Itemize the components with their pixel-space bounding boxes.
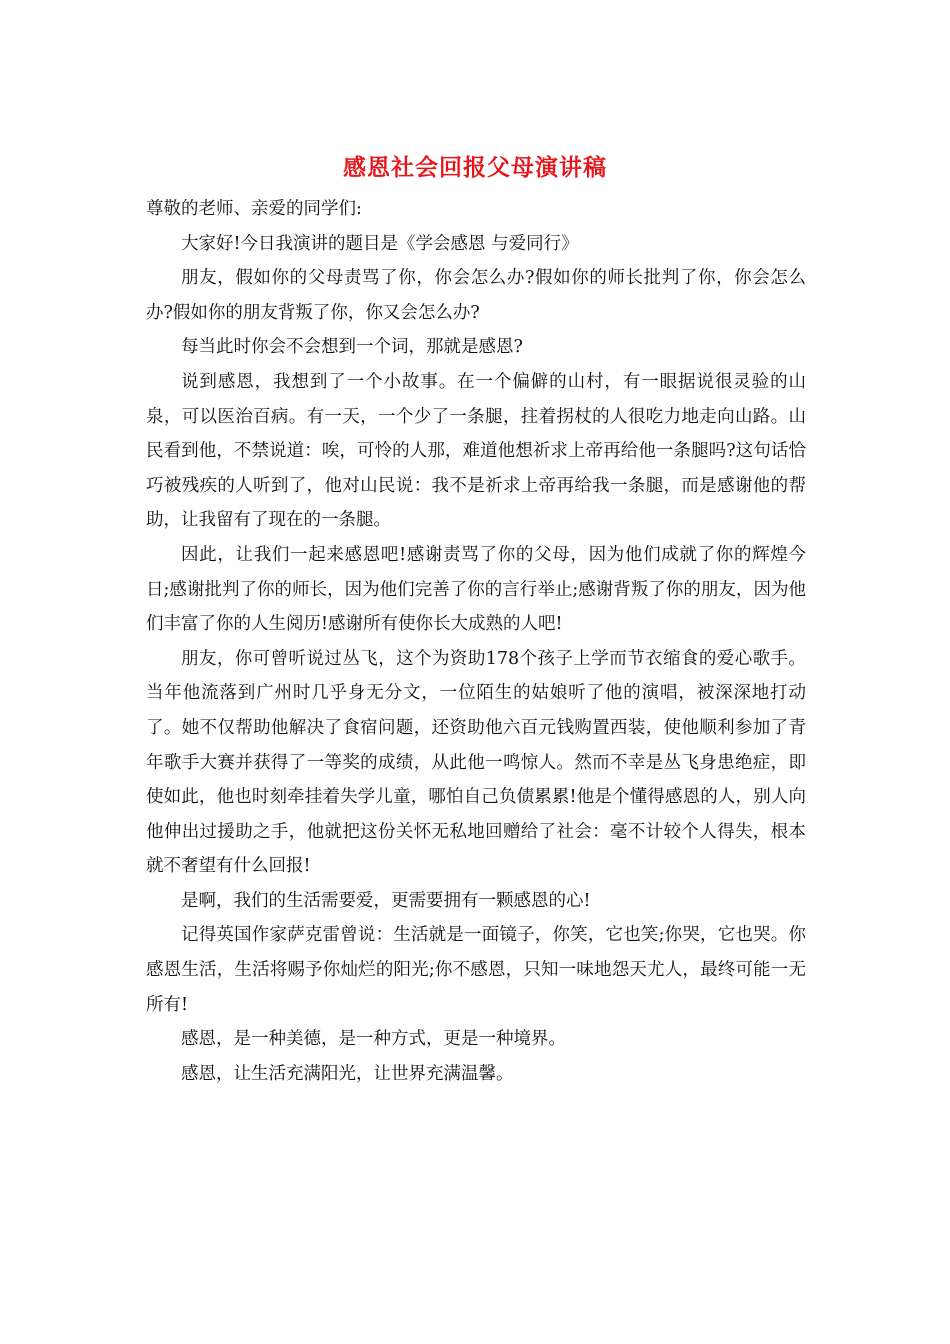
paragraph-gratitude-question: 每当此时你会不会想到一个词，那就是感恩? xyxy=(181,337,523,358)
paragraph-closing: 感恩，让生活充满阳光，让世界充满温馨。 xyxy=(181,1063,514,1084)
paragraph-congfei: 朋友，你可曾听说过丛飞，这个为资助178个孩子上学而节衣缩食的爱心歌手。当年他流落到广州时几乎身无分文，一位陌生的姑娘听了他的演唱，被深深地打动了。她不仅帮助他解决了食宿问题，还资助他六百元钱购置西装，使他顺利参加了青年歌手大赛并获得了一等奖的成绩，从此他一鸣惊人。然而不幸是丛飞身患绝症，即使如此，他也时刻牵挂着失学儿童，哪怕自己负债累累!他是个懂得感恩的人，别人向他伸出过援助之手，他就把这份关怀无私地回赠给了社会：毫不计较个人得失，根本就不奢望有什么回报! xyxy=(146,648,806,877)
paragraph-love: 是啊，我们的生活需要爱，更需要拥有一颗感恩的心! xyxy=(181,890,591,911)
document-title: 感恩社会回报父母演讲稿 xyxy=(343,154,607,181)
paragraph-thanks: 因此，让我们一起来感恩吧!感谢责骂了你的父母，因为他们成就了你的辉煌今日;感谢批判了你的师长，因为他们完善了你的言行举止;感谢背叛了你的朋友，因为他们丰富了你的人生阅历!感谢所有使你长大成熟的人吧! xyxy=(146,544,806,635)
paragraph-thackeray: 记得英国作家萨克雷曾说：生活就是一面镜子，你笑，它也笑;你哭，它也哭。你感恩生活，生活将赐予你灿烂的阳光;你不感恩，只知一味地怨天尤人，最终可能一无所有! xyxy=(146,925,806,1015)
paragraph-greeting: 大家好!今日我演讲的题目是《学会感恩 与爱同行》 xyxy=(181,233,579,254)
salutation: 尊敬的老师、亲爱的同学们: xyxy=(146,199,362,219)
document-body xyxy=(146,192,806,1091)
paragraph-virtue: 感恩，是一种美德，是一种方式，更是一种境界。 xyxy=(181,1029,566,1050)
paragraph-story: 说到感恩，我想到了一个小故事。在一个偏僻的山村，有一眼据说很灵验的山泉，可以医治百病。有一天，一个少了一条腿，拄着拐杖的人很吃力地走向山路。山民看到他，不禁说道：唉，可怜的人那，难道他想祈求上帝再给他一条腿吗?这句话恰巧被残疾的人听到了，他对山民说：我不是祈求上帝再给我一条腿，而是感谢他的帮助，让我留有了现在的一条腿。 xyxy=(146,371,806,531)
paragraph-questions: 朋友，假如你的父母责骂了你，你会怎么办?假如你的师长批判了你，你会怎么办?假如你的朋友背叛了你，你又会怎么办? xyxy=(146,268,806,323)
